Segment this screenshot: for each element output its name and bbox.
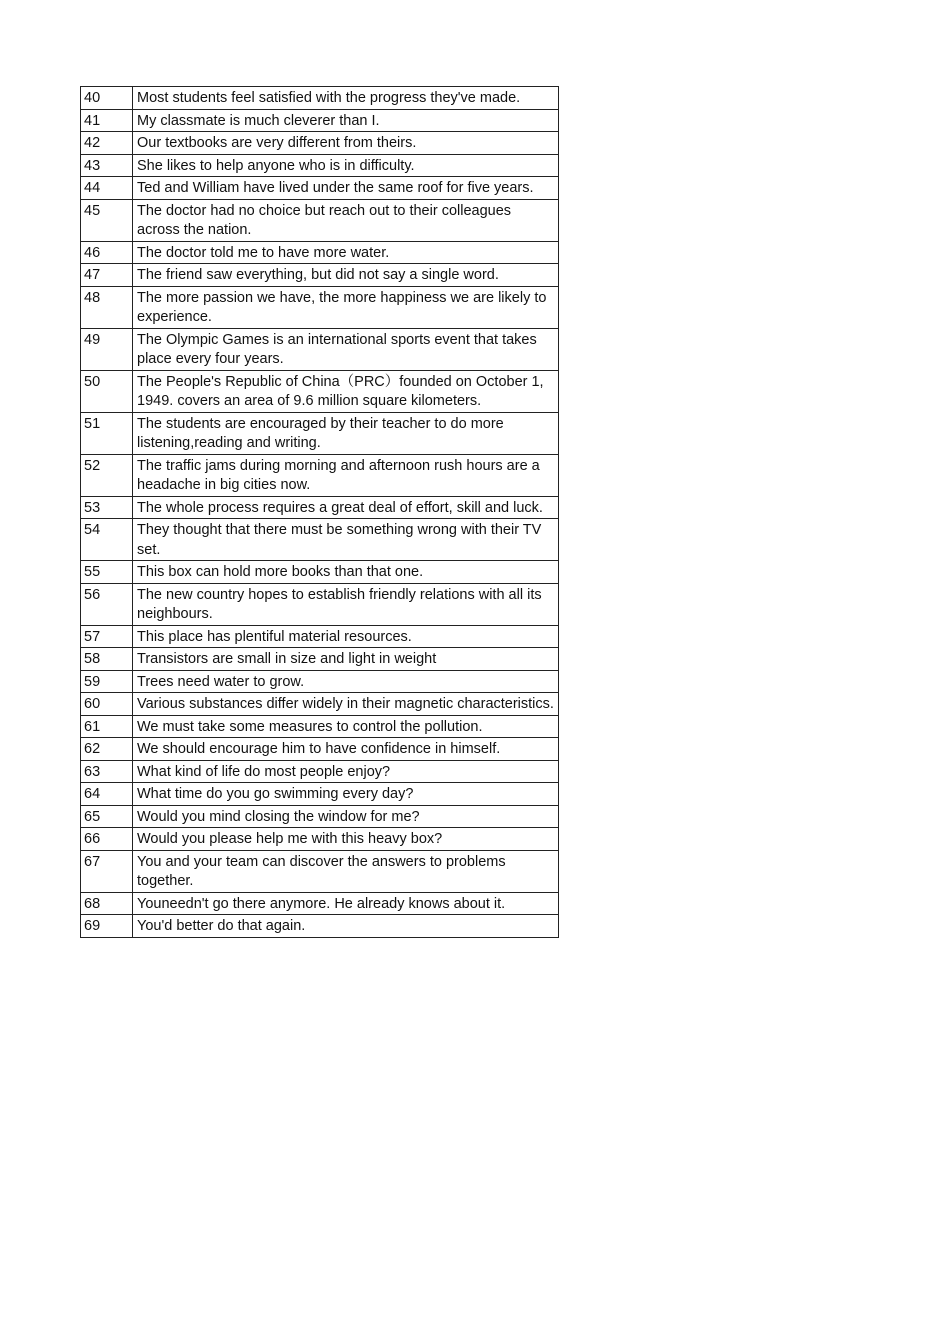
row-sentence: The students are encouraged by their teacher to do more listening,reading and writing. xyxy=(133,413,559,454)
sentence-table xyxy=(80,86,559,938)
table-row xyxy=(81,413,559,455)
table-row xyxy=(81,671,559,694)
row-sentence: They thought that there must be something wrong with their TV set. xyxy=(133,519,559,560)
row-sentence: What time do you go swimming every day? xyxy=(133,783,559,805)
row-number: 47 xyxy=(81,264,133,286)
row-number: 69 xyxy=(81,915,133,937)
table-row xyxy=(81,87,559,110)
table-row xyxy=(81,329,559,371)
table-row xyxy=(81,584,559,626)
row-sentence: The doctor told me to have more water. xyxy=(133,242,559,264)
table-row xyxy=(81,561,559,584)
row-sentence: You and your team can discover the answers to problems together. xyxy=(133,851,559,892)
row-number: 50 xyxy=(81,371,133,412)
table-row xyxy=(81,264,559,287)
table-row xyxy=(81,371,559,413)
row-number: 45 xyxy=(81,200,133,241)
table-row xyxy=(81,497,559,520)
row-number: 41 xyxy=(81,110,133,132)
row-number: 43 xyxy=(81,155,133,177)
table-row xyxy=(81,110,559,133)
row-number: 58 xyxy=(81,648,133,670)
row-number: 46 xyxy=(81,242,133,264)
row-sentence: We must take some measures to control the pollution. xyxy=(133,716,559,738)
table-row xyxy=(81,716,559,739)
table-row xyxy=(81,455,559,497)
row-number: 64 xyxy=(81,783,133,805)
row-number: 55 xyxy=(81,561,133,583)
row-sentence: You'd better do that again. xyxy=(133,915,559,937)
row-sentence: She likes to help anyone who is in difficulty. xyxy=(133,155,559,177)
row-number: 68 xyxy=(81,893,133,915)
row-number: 61 xyxy=(81,716,133,738)
row-number: 52 xyxy=(81,455,133,496)
row-number: 63 xyxy=(81,761,133,783)
row-number: 60 xyxy=(81,693,133,715)
row-sentence: Various substances differ widely in their magnetic characteristics. xyxy=(133,693,559,715)
row-number: 54 xyxy=(81,519,133,560)
table-row xyxy=(81,132,559,155)
table-row xyxy=(81,738,559,761)
row-number: 57 xyxy=(81,626,133,648)
row-sentence: The Olympic Games is an international sports event that takes place every four years. xyxy=(133,329,559,370)
table-row xyxy=(81,761,559,784)
row-number: 48 xyxy=(81,287,133,328)
row-number: 49 xyxy=(81,329,133,370)
row-sentence: Transistors are small in size and light in weight xyxy=(133,648,559,670)
row-sentence: Our textbooks are very different from theirs. xyxy=(133,132,559,154)
row-sentence: The more passion we have, the more happiness we are likely to experience. xyxy=(133,287,559,328)
table-row xyxy=(81,242,559,265)
table-row xyxy=(81,626,559,649)
table-row xyxy=(81,851,559,893)
row-sentence: The doctor had no choice but reach out to their colleagues across the nation. xyxy=(133,200,559,241)
row-number: 51 xyxy=(81,413,133,454)
table-row xyxy=(81,519,559,561)
table-row xyxy=(81,155,559,178)
table-row xyxy=(81,806,559,829)
table-row xyxy=(81,693,559,716)
row-number: 53 xyxy=(81,497,133,519)
table-row xyxy=(81,915,559,938)
table-row xyxy=(81,783,559,806)
row-sentence: The whole process requires a great deal of effort, skill and luck. xyxy=(133,497,559,519)
row-sentence: My classmate is much cleverer than I. xyxy=(133,110,559,132)
row-number: 56 xyxy=(81,584,133,625)
table-row xyxy=(81,893,559,916)
row-sentence: What kind of life do most people enjoy? xyxy=(133,761,559,783)
row-sentence: Would you mind closing the window for me? xyxy=(133,806,559,828)
row-number: 66 xyxy=(81,828,133,850)
row-sentence: We should encourage him to have confidence in himself. xyxy=(133,738,559,760)
row-number: 67 xyxy=(81,851,133,892)
row-sentence: Trees need water to grow. xyxy=(133,671,559,693)
row-sentence: Youneedn't go there anymore. He already knows about it. xyxy=(133,893,559,915)
table-row xyxy=(81,828,559,851)
row-sentence: The new country hopes to establish friendly relations with all its neighbours. xyxy=(133,584,559,625)
table-row xyxy=(81,648,559,671)
row-number: 62 xyxy=(81,738,133,760)
row-sentence: The traffic jams during morning and afternoon rush hours are a headache in big cities now. xyxy=(133,455,559,496)
row-sentence: Most students feel satisfied with the progress they've made. xyxy=(133,87,559,109)
row-sentence: Would you please help me with this heavy box? xyxy=(133,828,559,850)
row-sentence: The People's Republic of China（PRC）founded on October 1, 1949. covers an area of 9.6 million square kilometers. xyxy=(133,371,559,412)
row-number: 40 xyxy=(81,87,133,109)
row-number: 42 xyxy=(81,132,133,154)
table-row xyxy=(81,177,559,200)
row-sentence: This box can hold more books than that one. xyxy=(133,561,559,583)
row-sentence: This place has plentiful material resources. xyxy=(133,626,559,648)
table-row xyxy=(81,287,559,329)
row-number: 65 xyxy=(81,806,133,828)
row-number: 44 xyxy=(81,177,133,199)
table-row xyxy=(81,200,559,242)
row-number: 59 xyxy=(81,671,133,693)
row-sentence: The friend saw everything, but did not say a single word. xyxy=(133,264,559,286)
row-sentence: Ted and William have lived under the same roof for five years. xyxy=(133,177,559,199)
